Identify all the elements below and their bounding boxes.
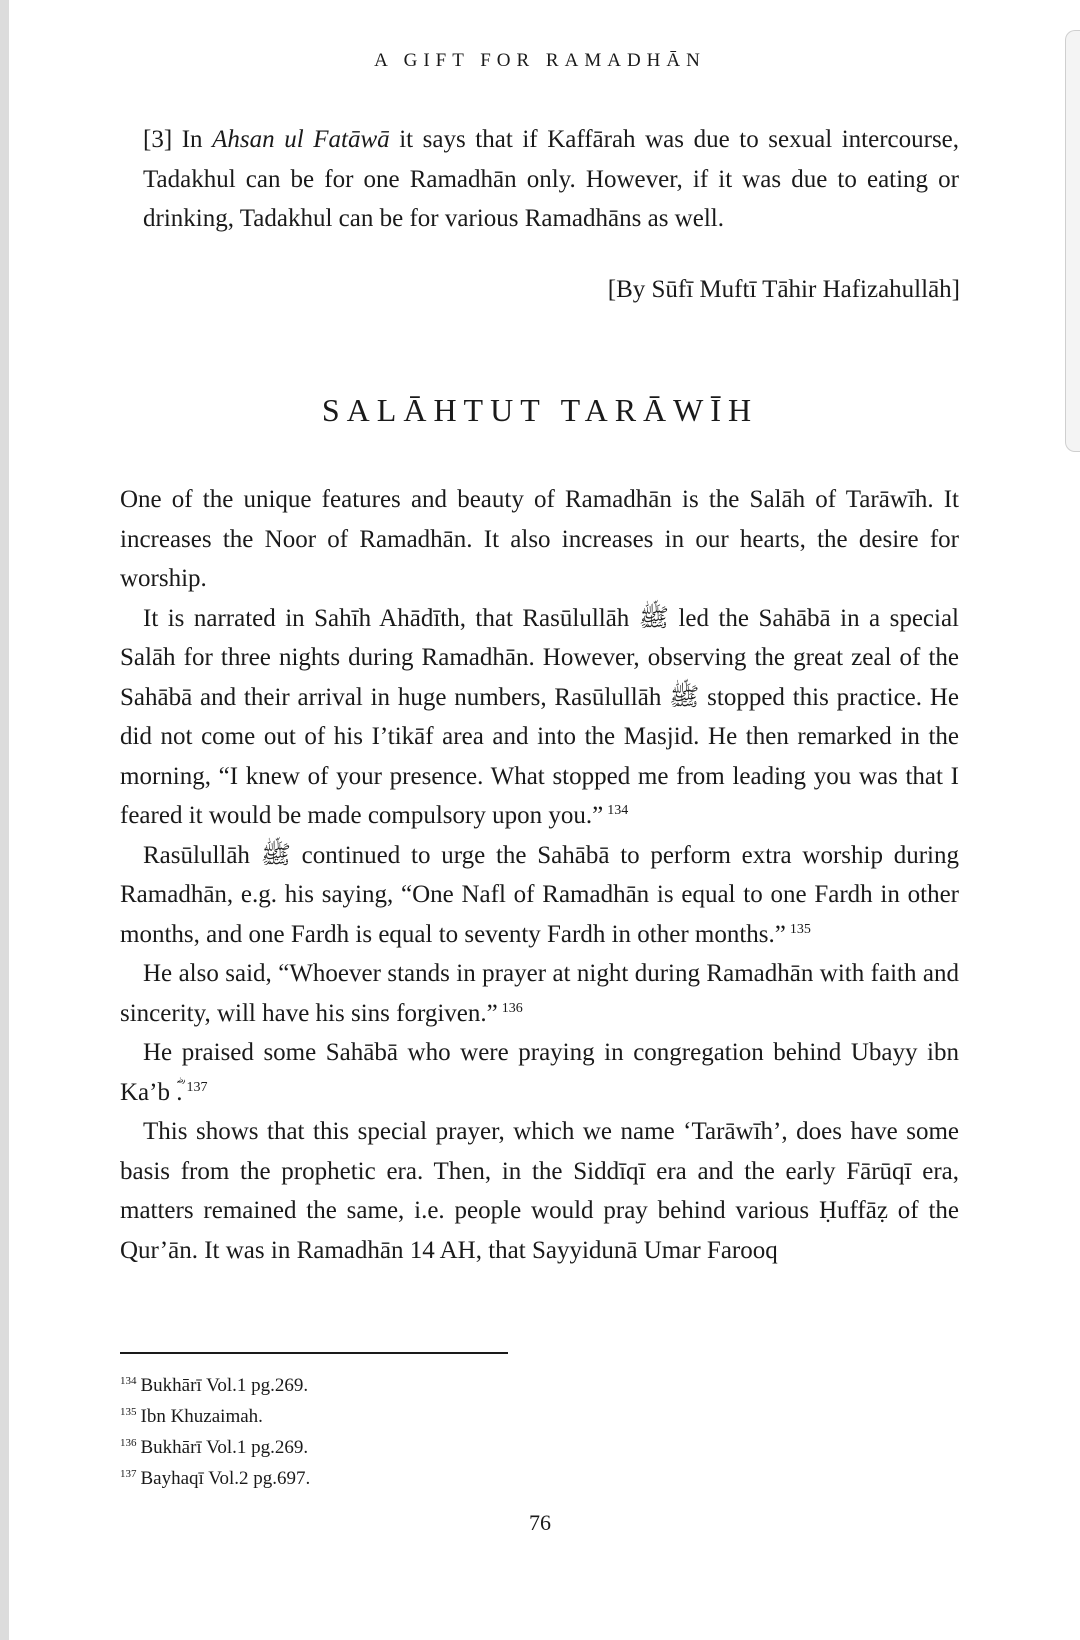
paragraph-text: This shows that this special prayer, which we name ‘Tarāwīh’, does have some basis from the prophetic era. Then, in the Siddīqī era and the early Fārūqī era, matters remained the same, i.e. people would pray behind various Ḥuffāẓ of the Qur’ān. It was in Ramadhān 14 AH, that Sayyidunā Umar Farooq xyxy=(120,1118,959,1264)
footnote-number: 135 xyxy=(120,1406,137,1418)
paragraph-text: Rasūlullāh ﷺ continued to urge the Sahābā to perform extra worship during Ramadhān, e.g. his saying, “One Nafl of Ramadhān is equal to one Fardh in other months, and one Fardh is equal to seventy Fardh in other months.” xyxy=(120,841,959,948)
footnote xyxy=(120,1432,310,1463)
footnote-text: Bukhārī Vol.1 pg.269. xyxy=(140,1437,309,1458)
paragraph-text: He praised some Sahābā who were praying in congregation behind Ubayy ibn Ka’b ؓ. xyxy=(120,1039,959,1106)
running-head: A GIFT FOR RAMADHĀN xyxy=(374,50,706,71)
paragraph xyxy=(120,1033,959,1112)
footnote xyxy=(120,1463,310,1494)
note-book-title: Ahsan ul Fatāwā xyxy=(212,126,390,153)
footnote xyxy=(120,1401,310,1432)
page-number: 76 xyxy=(529,1510,551,1535)
footnote xyxy=(120,1370,310,1401)
scrollbar-handle[interactable] xyxy=(1065,30,1080,452)
note-text: it says that if Kaffārah was due to sexual intercourse, Tadakhul can be for one Ramadhān only. However, if it was due to eating or drinking, Tadakhul can be for various Ramadhāns as well. xyxy=(143,126,960,232)
footnote-number: 137 xyxy=(120,1468,137,1480)
footnote-text: Bukhārī Vol.1 pg.269. xyxy=(140,1375,309,1396)
paragraph-text: He also said, “Whoever stands in prayer at night during Ramadhān with faith and sincerity, will have his sins forgiven.” xyxy=(120,960,959,1027)
note-prefix: In xyxy=(181,126,203,153)
section-heading: SALĀHTUT TARĀWĪH xyxy=(321,392,759,428)
paragraph xyxy=(120,480,959,599)
paragraph xyxy=(120,599,959,836)
footnote-text: Bayhaqī Vol.2 pg.697. xyxy=(140,1468,311,1489)
paragraph xyxy=(120,954,959,1033)
footnote-ref[interactable]: 136 xyxy=(501,1000,523,1016)
footnote-number: 136 xyxy=(120,1437,137,1449)
paragraph-text: One of the unique features and beauty of Ramadhān is the Salāh of Tarāwīh. It increases the Noor of Ramadhān. It also increases in our hearts, the desire for worship. xyxy=(120,486,959,592)
translator-note xyxy=(143,120,959,239)
footnote-ref[interactable]: 134 xyxy=(607,803,629,818)
footnote-text: Ibn Khuzaimah. xyxy=(140,1406,263,1427)
footnote-number: 134 xyxy=(120,1375,137,1387)
footnote-ref[interactable]: 137 xyxy=(186,1079,208,1095)
body-text xyxy=(120,480,959,1270)
footnote-divider xyxy=(120,1352,508,1354)
paragraph xyxy=(120,1112,959,1270)
footnote-ref[interactable]: 135 xyxy=(789,921,811,937)
note-number: [3] xyxy=(143,126,173,153)
paragraph xyxy=(120,836,959,955)
attribution: [By Sūfī Muftī Tāhir Hafizahullāh] xyxy=(607,276,960,303)
paragraph-text: It is narrated in Sahīh Ahādīth, that Rasūlullāh ﷺ led the Sahābā in a special Salāh for three nights during Ramadhān. However, observing the great zeal of the Sahābā and their arrival in huge numbers, Rasūlullāh ﷺ stopped this practice. He did not come out of his I’tikāf area and into the Masjid. He then remarked in the morning, “I knew of your presence. What stopped me from leading you was that I feared it would be made compulsory upon you.” xyxy=(120,604,959,829)
footnotes xyxy=(120,1370,310,1494)
